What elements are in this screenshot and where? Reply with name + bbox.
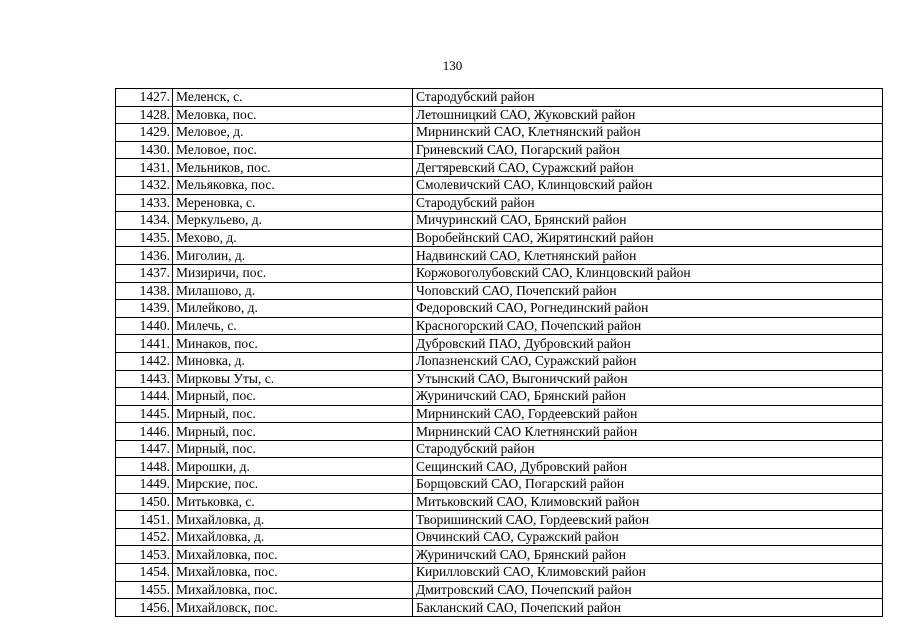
- row-number-cell: 1438.: [116, 282, 173, 300]
- district-cell: Мичуринский САО, Брянский район: [413, 212, 883, 230]
- table-row: [116, 458, 883, 476]
- district-cell: Сещинский САО, Дубровский район: [413, 458, 883, 476]
- row-number-cell: 1449.: [116, 476, 173, 494]
- settlement-name-cell: Милейково, д.: [173, 300, 413, 318]
- table-row: [116, 212, 883, 230]
- row-number-cell: 1443.: [116, 370, 173, 388]
- settlement-name-cell: Михайловск, пос.: [173, 599, 413, 617]
- settlement-name-cell: Минаков, пос.: [173, 335, 413, 353]
- settlement-name-cell: Милечь, с.: [173, 317, 413, 335]
- table-body: [116, 89, 883, 617]
- district-cell: Надвинский САО, Клетнянский район: [413, 247, 883, 265]
- settlement-name-cell: Митьковка, с.: [173, 493, 413, 511]
- settlement-name-cell: Михайловка, д.: [173, 511, 413, 529]
- row-number-cell: 1432.: [116, 176, 173, 194]
- row-number-cell: 1427.: [116, 89, 173, 107]
- table-row: [116, 440, 883, 458]
- district-cell: Смолевичский САО, Клинцовский район: [413, 176, 883, 194]
- table-row: [116, 564, 883, 582]
- settlements-table: [115, 88, 883, 617]
- row-number-cell: 1428.: [116, 106, 173, 124]
- table-row: [116, 229, 883, 247]
- settlement-name-cell: Мирный, пос.: [173, 440, 413, 458]
- settlement-name-cell: Мереновка, с.: [173, 194, 413, 212]
- table-row: [116, 352, 883, 370]
- table-row: [116, 159, 883, 177]
- row-number-cell: 1433.: [116, 194, 173, 212]
- row-number-cell: 1444.: [116, 388, 173, 406]
- district-cell: Журиничский САО, Брянский район: [413, 546, 883, 564]
- row-number-cell: 1450.: [116, 493, 173, 511]
- table-row: [116, 106, 883, 124]
- settlement-name-cell: Меловое, пос.: [173, 141, 413, 159]
- district-cell: Кирилловский САО, Климовский район: [413, 564, 883, 582]
- district-cell: Журиничский САО, Брянский район: [413, 388, 883, 406]
- row-number-cell: 1452.: [116, 528, 173, 546]
- row-number-cell: 1437.: [116, 264, 173, 282]
- table-row: [116, 370, 883, 388]
- table-row: [116, 176, 883, 194]
- settlement-name-cell: Мизиричи, пос.: [173, 264, 413, 282]
- settlement-name-cell: Меловка, пос.: [173, 106, 413, 124]
- district-cell: Коржовоголубовский САО, Клинцовский район: [413, 264, 883, 282]
- settlement-name-cell: Мирские, пос.: [173, 476, 413, 494]
- district-cell: Федоровский САО, Рогнединский район: [413, 300, 883, 318]
- table-row: [116, 388, 883, 406]
- district-cell: Бакланский САО, Почепский район: [413, 599, 883, 617]
- table-row: [116, 194, 883, 212]
- row-number-cell: 1435.: [116, 229, 173, 247]
- table-row: [116, 264, 883, 282]
- district-cell: Гриневский САО, Погарский район: [413, 141, 883, 159]
- table-row: [116, 141, 883, 159]
- row-number-cell: 1446.: [116, 423, 173, 441]
- table-row: [116, 528, 883, 546]
- settlement-name-cell: Мирошки, д.: [173, 458, 413, 476]
- table-row: [116, 335, 883, 353]
- settlement-name-cell: Михайловка, пос.: [173, 581, 413, 599]
- table-row: [116, 317, 883, 335]
- row-number-cell: 1430.: [116, 141, 173, 159]
- table-row: [116, 599, 883, 617]
- table-row: [116, 546, 883, 564]
- table-row: [116, 247, 883, 265]
- settlement-name-cell: Мирный, пос.: [173, 423, 413, 441]
- district-cell: Мирнинский САО, Клетнянский район: [413, 124, 883, 142]
- district-cell: Овчинский САО, Суражский район: [413, 528, 883, 546]
- row-number-cell: 1441.: [116, 335, 173, 353]
- settlement-name-cell: Милашово, д.: [173, 282, 413, 300]
- settlement-name-cell: Михайловка, пос.: [173, 546, 413, 564]
- row-number-cell: 1456.: [116, 599, 173, 617]
- table-row: [116, 89, 883, 107]
- table-row: [116, 493, 883, 511]
- district-cell: Стародубский район: [413, 440, 883, 458]
- row-number-cell: 1429.: [116, 124, 173, 142]
- row-number-cell: 1451.: [116, 511, 173, 529]
- row-number-cell: 1447.: [116, 440, 173, 458]
- settlement-name-cell: Мирный, пос.: [173, 388, 413, 406]
- district-cell: Митьковский САО, Климовский район: [413, 493, 883, 511]
- row-number-cell: 1454.: [116, 564, 173, 582]
- settlement-name-cell: Михайловка, пос.: [173, 564, 413, 582]
- district-cell: Летошницкий САО, Жуковский район: [413, 106, 883, 124]
- row-number-cell: 1442.: [116, 352, 173, 370]
- table-row: [116, 405, 883, 423]
- row-number-cell: 1434.: [116, 212, 173, 230]
- district-cell: Мирнинский САО, Гордеевский район: [413, 405, 883, 423]
- settlement-name-cell: Мельников, пос.: [173, 159, 413, 177]
- row-number-cell: 1436.: [116, 247, 173, 265]
- district-cell: Творишинский САО, Гордеевский район: [413, 511, 883, 529]
- table-row: [116, 282, 883, 300]
- table-row: [116, 581, 883, 599]
- row-number-cell: 1445.: [116, 405, 173, 423]
- district-cell: Утынский САО, Выгоничский район: [413, 370, 883, 388]
- district-cell: Стародубский район: [413, 194, 883, 212]
- district-cell: Дмитровский САО, Почепский район: [413, 581, 883, 599]
- table-row: [116, 511, 883, 529]
- row-number-cell: 1440.: [116, 317, 173, 335]
- table-row: [116, 300, 883, 318]
- settlement-name-cell: Миновка, д.: [173, 352, 413, 370]
- district-cell: Борщовский САО, Погарский район: [413, 476, 883, 494]
- settlement-name-cell: Мирный, пос.: [173, 405, 413, 423]
- table-row: [116, 476, 883, 494]
- row-number-cell: 1453.: [116, 546, 173, 564]
- settlement-name-cell: Михайловка, д.: [173, 528, 413, 546]
- row-number-cell: 1448.: [116, 458, 173, 476]
- table-row: [116, 124, 883, 142]
- district-cell: Красногорский САО, Почепский район: [413, 317, 883, 335]
- district-cell: Дегтяревский САО, Суражский район: [413, 159, 883, 177]
- district-cell: Дубровский ПАО, Дубровский район: [413, 335, 883, 353]
- settlement-name-cell: Миголин, д.: [173, 247, 413, 265]
- page-number: 130: [442, 58, 463, 73]
- settlement-name-cell: Мельяковка, пос.: [173, 176, 413, 194]
- district-cell: Воробейнский САО, Жирятинский район: [413, 229, 883, 247]
- row-number-cell: 1431.: [116, 159, 173, 177]
- district-cell: Лопазненский САО, Суражский район: [413, 352, 883, 370]
- district-cell: Чоповский САО, Почепский район: [413, 282, 883, 300]
- settlement-name-cell: Меленск, с.: [173, 89, 413, 107]
- row-number-cell: 1455.: [116, 581, 173, 599]
- table-row: [116, 423, 883, 441]
- district-cell: Стародубский район: [413, 89, 883, 107]
- settlement-name-cell: Мирковы Уты, с.: [173, 370, 413, 388]
- settlement-name-cell: Меловое, д.: [173, 124, 413, 142]
- row-number-cell: 1439.: [116, 300, 173, 318]
- district-cell: Мирнинский САО Клетнянский район: [413, 423, 883, 441]
- settlement-name-cell: Меркульево, д.: [173, 212, 413, 230]
- settlement-name-cell: Мехово, д.: [173, 229, 413, 247]
